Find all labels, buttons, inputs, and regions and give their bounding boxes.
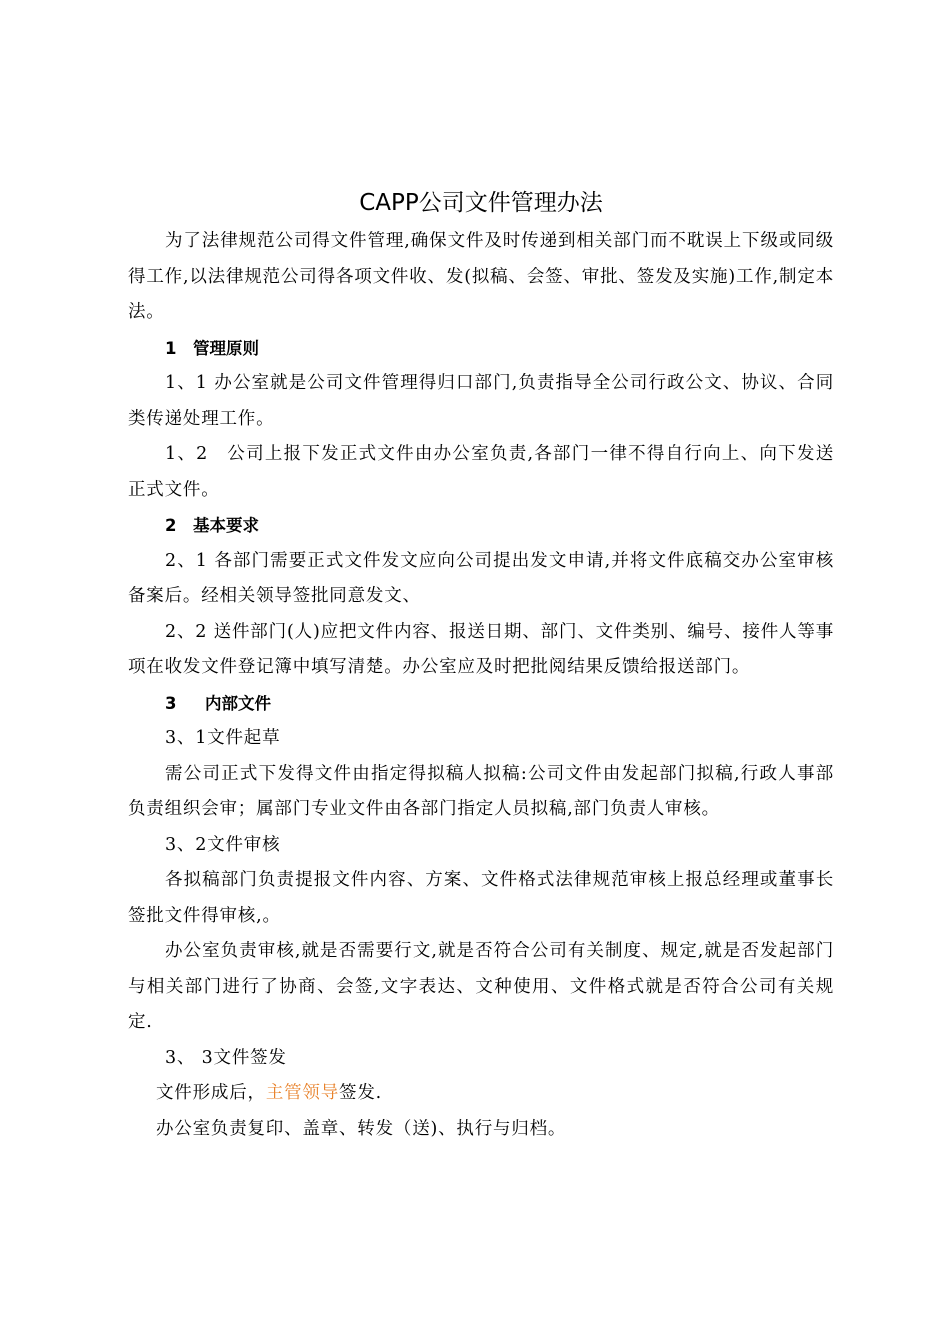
section-3-number: 3 bbox=[165, 693, 177, 713]
section-2-item-1: 2、1 各部门需要正式文件发文应向公司提出发文申请,并将文件底稿交办公室审核备案后。经相关领导签批同意发文、 bbox=[128, 550, 834, 606]
section-1-heading bbox=[128, 331, 834, 367]
document-title: CAPP公司文件管理办法 bbox=[359, 190, 603, 216]
section-3-3-text-1-post: 签发. bbox=[339, 1083, 382, 1103]
section-1-item-2: 1、2 公司上报下发正式文件由办公室负责,各部门一律不得自行向上、向下发送正式文件。 bbox=[128, 444, 834, 500]
intro-paragraph: 为了法律规范公司得文件管理,确保文件及时传递到相关部门而不耽误上下级或同级得工作,以法律规范公司得各项文件收、发(拟稿、会签、审批、签发及实施)工作,制定本法。 bbox=[128, 231, 834, 322]
section-1-item-1: 1、1 办公室就是公司文件管理得归口部门,负责指导全公司行政公文、协议、合同类传递处理工作。 bbox=[128, 373, 834, 429]
section-1-title: 管理原则 bbox=[193, 338, 259, 358]
section-3-1-text: 需公司正式下发得文件由指定得拟稿人拟稿:公司文件由发起部门拟稿,行政人事部负责组织会审；属部门专业文件由各部门指定人员拟稿,部门负责人审核。 bbox=[128, 763, 834, 819]
document-page bbox=[128, 184, 834, 1147]
section-3-title: 内部文件 bbox=[205, 693, 271, 713]
section-3-3-text-2: 办公室负责复印、盖章、转发（送)、执行与归档。 bbox=[156, 1118, 567, 1139]
section-3-2-text-2: 办公室负责审核,就是否需要行文,就是否符合公司有关制度、规定,就是否发起部门与相关部门进行了协商、会签,文字表达、文种使用、文件格式就是否符合公司有关规定. bbox=[128, 941, 834, 1032]
section-2-heading bbox=[128, 508, 834, 544]
highlighted-leader-text: 主管领导 bbox=[265, 1083, 340, 1103]
section-1-number: 1 bbox=[165, 338, 177, 358]
section-2-item-2: 2、2 送件部门(人)应把文件内容、报送日期、部门、文件类别、编号、接件人等事项在收发文件登记簿中填写清楚。办公室应及时把批阅结果反馈给报送部门。 bbox=[128, 621, 834, 677]
section-3-2-title: 3、2文件审核 bbox=[165, 834, 281, 855]
section-3-3-title: 3、 3文件签发 bbox=[165, 1047, 287, 1068]
section-3-2-text-1: 各拟稿部门负责提报文件内容、方案、文件格式法律规范审核上报总经理或董事长签批文件得审核,。 bbox=[128, 870, 834, 926]
section-2-number: 2 bbox=[165, 516, 177, 535]
section-3-3-text-1 bbox=[128, 1076, 834, 1112]
section-3-heading bbox=[128, 686, 834, 722]
section-3-3-text-1-pre: 文件形成后， bbox=[156, 1083, 266, 1103]
section-2-title: 基本要求 bbox=[193, 516, 259, 535]
section-3-1-title: 3、1文件起草 bbox=[165, 728, 281, 748]
